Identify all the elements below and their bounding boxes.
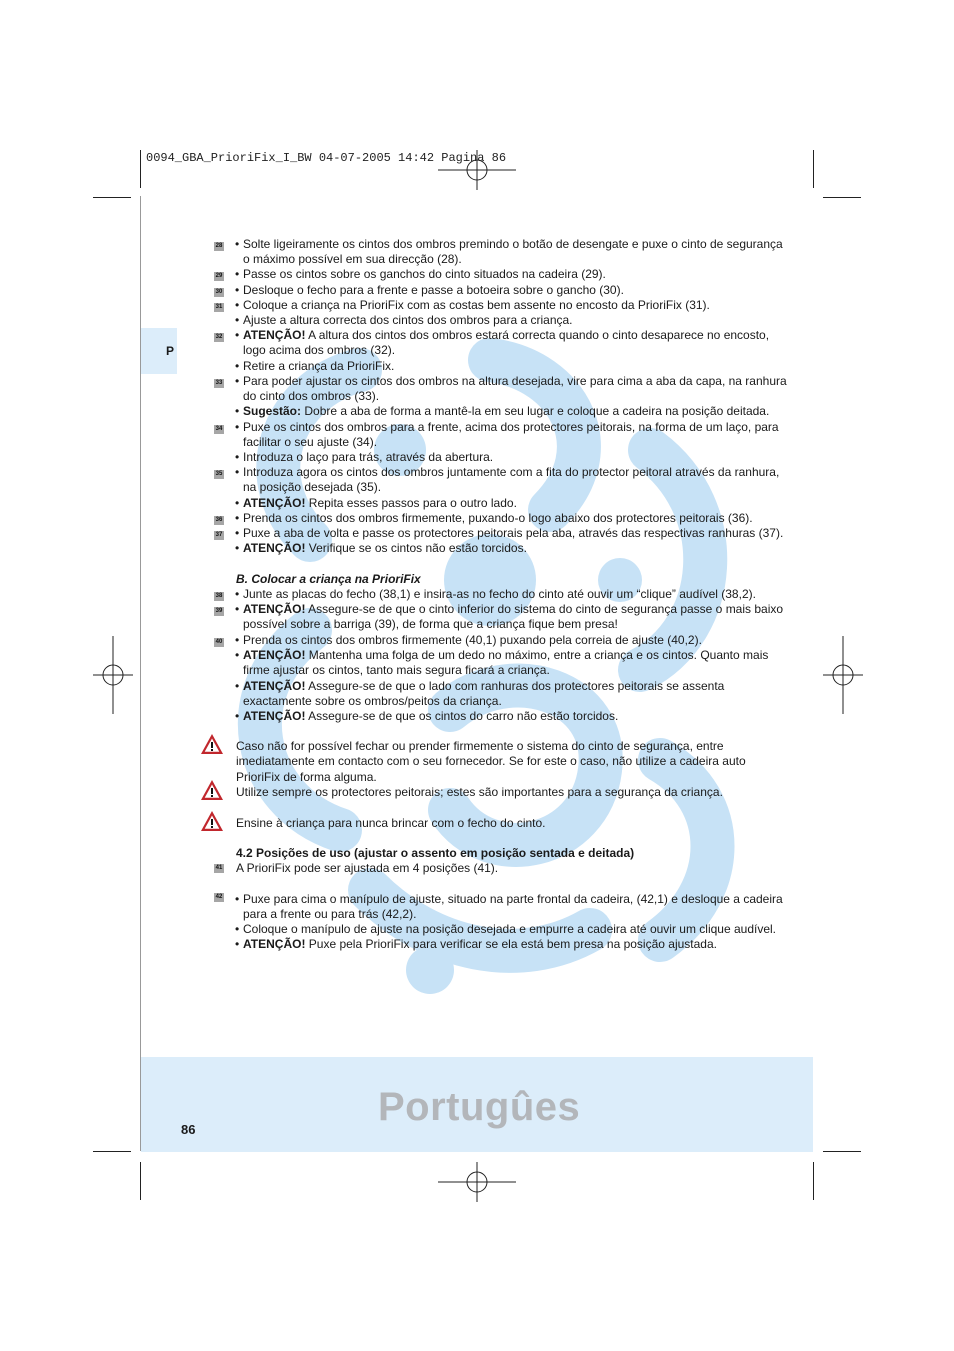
instruction-text: Prenda os cintos dos ombros firmemente (40,1) puxando pela correia de ajuste (40,2). xyxy=(243,633,702,647)
bullet: • xyxy=(235,283,240,297)
figure-ref-badge: 33 xyxy=(215,380,223,386)
bullet: • xyxy=(235,420,240,434)
instruction-text: ATENÇÃO! Assegure-se de que o lado com ranhuras dos protectores peitorais se assenta exactamente sobre os ombros/peitos da criança. xyxy=(243,679,725,709)
page-number: 86 xyxy=(181,1122,196,1137)
section-42-title: 4.2 Posições de uso (ajustar o assento em posição sentada e deitada) xyxy=(236,846,635,860)
bullet: • xyxy=(235,313,240,327)
registration-mark-icon xyxy=(438,1162,516,1202)
instruction-text: ATENÇÃO! Verifique se os cintos não estão torcidos. xyxy=(243,541,527,555)
instruction-text: Introduza o laço para trás, através da abertura. xyxy=(243,450,494,464)
instruction-text: Coloque a criança na PrioriFix com as costas bem assente no encosto da PrioriFix (31). xyxy=(243,298,710,312)
crop-mark xyxy=(93,197,131,198)
warning-text: Caso não for possível fechar ou prender firmemente o sistema do cinto de segurança, entre imediatamente em contacto com o seu fornecedor. Se for este o caso, não utilize a cadeira auto PrioriFix de forma alguma. xyxy=(236,739,746,784)
figure-ref-badge: 34 xyxy=(215,426,223,432)
warning-text: Utilize sempre os protectores peitorais; estes são importantes para a segurança da criança. xyxy=(236,785,723,799)
instruction-text: A PrioriFix pode ser ajustada em 4 posições (41). xyxy=(236,861,499,875)
figure-ref-badge: 35 xyxy=(215,471,223,477)
bullet: • xyxy=(235,374,240,388)
instruction-text: Sugestão: Dobre a aba de forma a mantê-la em seu lugar e coloque a cadeira na posição deitada. xyxy=(243,404,770,418)
instruction-text: ATENÇÃO! Puxe pela PrioriFix para verificar se ela está bem presa na posição ajustada. xyxy=(243,937,717,951)
instruction-text: Puxe a aba de volta e passe os protectores peitorais pela aba, através das respectivas ranhuras (37). xyxy=(243,526,784,540)
bullet: • xyxy=(235,328,240,342)
bullet: • xyxy=(235,679,240,693)
bullet: • xyxy=(235,541,240,555)
instruction-text: Introduza agora os cintos dos ombros juntamente com a fita do protector peitoral através da ranhura, na posição desejada (35). xyxy=(243,465,780,495)
instruction-text: Junte as placas do fecho (38,1) e insira-as no fecho do cinto até ouvir um “clique” audível (38,2). xyxy=(243,587,756,601)
crop-mark xyxy=(813,150,814,188)
figure-ref-badge: 41 xyxy=(215,865,223,871)
crop-mark xyxy=(823,197,861,198)
print-slug: 0094_GBA_PrioriFix_I_BW 04-07-2005 14:42 Pagina 86 xyxy=(146,151,507,165)
bullet: • xyxy=(235,465,240,479)
figure-ref-badge: 36 xyxy=(215,517,223,523)
warning-triangle-icon xyxy=(200,733,224,755)
instruction-text: Puxe os cintos dos ombros para a frente, acima dos protectores peitorais, na forma de um laço, para facilitar o seu ajuste (34). xyxy=(243,420,779,450)
instruction-text: Retire a criança da PrioriFix. xyxy=(243,359,395,373)
crop-mark xyxy=(140,1162,141,1200)
figure-ref-badge: 28 xyxy=(215,243,223,249)
bullet: • xyxy=(235,602,240,616)
figure-ref-badge: 30 xyxy=(215,289,223,295)
registration-mark-icon xyxy=(93,636,133,714)
warning-text: Ensine à criança para nunca brincar com o fecho do cinto. xyxy=(236,816,546,830)
figure-ref-badge: 31 xyxy=(215,304,223,310)
warning-triangle-icon xyxy=(200,779,224,801)
bullet: • xyxy=(235,937,240,951)
figure-ref-badge: 40 xyxy=(215,639,223,645)
bullet: • xyxy=(235,526,240,540)
bullet: • xyxy=(235,633,240,647)
instruction-text: Ajuste a altura correcta dos cintos dos ombros para a criança. xyxy=(243,313,573,327)
instruction-text: Prenda os cintos dos ombros firmemente, puxando-o logo abaixo dos protectores peitorais (36). xyxy=(243,511,753,525)
instruction-text: Para poder ajustar os cintos dos ombros na altura desejada, vire para cima a aba da capa, na ranhura do cinto dos ombros (33). xyxy=(243,374,787,404)
instruction-text: Desloque o fecho para a frente e passe a botoeira sobre o gancho (30). xyxy=(243,283,624,297)
bullet: • xyxy=(235,709,240,723)
figure-ref-badge: 32 xyxy=(215,334,223,340)
bullet: • xyxy=(235,922,240,936)
section-b-title: B. Colocar a criança na PrioriFix xyxy=(236,572,421,586)
bullet: • xyxy=(235,496,240,510)
figure-ref-badge: 39 xyxy=(215,608,223,614)
instruction-text: Coloque o manípulo de ajuste na posição desejada e empurre a cadeira até ouvir um clique audível. xyxy=(243,922,777,936)
instruction-text: ATENÇÃO! Assegure-se de que os cintos do carro não estão torcidos. xyxy=(243,709,619,723)
instruction-text: ATENÇÃO! Assegure-se de que o cinto inferior do sistema do cinto de segurança passe o mais baixo possível sobre a barriga (39), de forma que a criança fique bem presa! xyxy=(243,602,784,632)
crop-mark xyxy=(823,1151,861,1152)
bullet: • xyxy=(235,892,240,906)
instruction-text: Solte ligeiramente os cintos dos ombros premindo o botão de desengate e puxe o cinto de segurança o máximo possível em sua direcção (28). xyxy=(243,237,783,267)
bullet: • xyxy=(235,404,240,418)
crop-mark xyxy=(813,1162,814,1200)
bullet: • xyxy=(235,648,240,662)
figure-ref-badge: 37 xyxy=(215,532,223,538)
bullet: • xyxy=(235,267,240,281)
crop-mark xyxy=(93,1151,131,1152)
language-tab xyxy=(141,328,177,374)
language-tab-letter: P xyxy=(166,344,175,358)
instruction-text: Puxe para cima o manípulo de ajuste, situado na parte frontal da cadeira, (42,1) e desloque a cadeira para a frente ou para trás (42,2). xyxy=(243,892,783,922)
instruction-text: ATENÇÃO! Mantenha uma folga de um dedo no máximo, entre a criança e os cintos. Quanto mais firme ajustar os cintos, tanto mais segura ficará a criança. xyxy=(243,648,769,678)
instruction-text: Passe os cintos sobre os ganchos do cinto situados na cadeira (29). xyxy=(243,267,606,281)
bullet: • xyxy=(235,450,240,464)
warning-triangle-icon xyxy=(200,810,224,832)
figure-ref-badge: 42 xyxy=(215,894,223,900)
registration-mark-icon xyxy=(438,150,516,190)
bullet: • xyxy=(235,237,240,251)
footer-language-title: Portugûes xyxy=(378,1085,581,1129)
instruction-text: ATENÇÃO! Repita esses passos para o outro lado. xyxy=(243,496,517,510)
crop-mark xyxy=(140,150,141,188)
registration-mark-icon xyxy=(823,636,863,714)
bullet: • xyxy=(235,511,240,525)
bullet: • xyxy=(235,359,240,373)
figure-ref-badge: 38 xyxy=(215,593,223,599)
bullet: • xyxy=(235,587,240,601)
instruction-text: ATENÇÃO! A altura dos cintos dos ombros estará correcta quando o cinto desaparece no encosto, logo acima dos ombros (32). xyxy=(243,328,770,358)
figure-ref-badge: 29 xyxy=(215,273,223,279)
bullet: • xyxy=(235,298,240,312)
